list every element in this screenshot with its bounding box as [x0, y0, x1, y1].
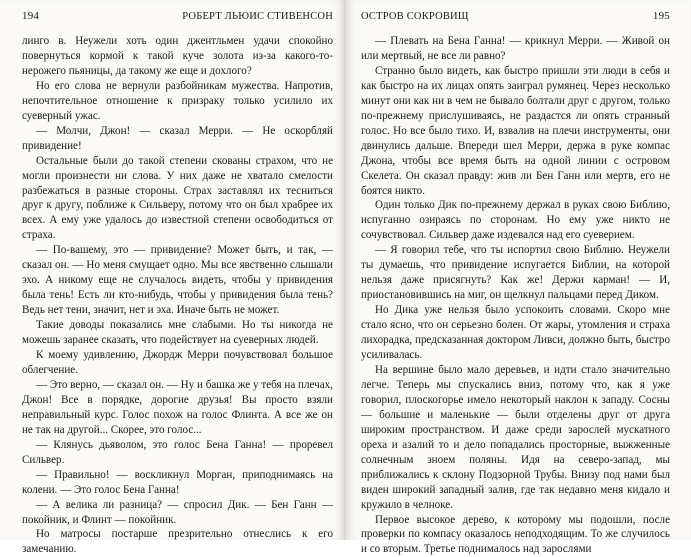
right-page-number: 195 [653, 10, 670, 22]
paragraph: На вершине было мало деревьев, и идти стало значительно легче. Теперь мы спускались вниз, потому что, как я уже говорил, плоскогорье имело некоторый наклон к западу. Сосны — большие и маленькие — были отделены друг от друга широким пространством. И даже среди зарослей мускатного ореха и азалий то и дело попадались просторные, выжженные солнечным зноем поляны. Идя на северо-запад, мы приближались к склону Подзорной Трубы. Внизу под нами был виден широкий западный залив, где так недавно меня кидало и кружило в челноке. [361, 363, 670, 513]
paragraph: — А велика ли разница? — спросил Дик. — Бен Ганн — покойник, и Флинт — покойник. [22, 498, 333, 528]
paragraph: — Клянусь дьяволом, это голос Бена Ганна! — проревел Сильвер. [22, 438, 333, 468]
paragraph: — Молчи, Джон! — сказал Мерри. — Не оскорбляй привидение! [22, 124, 333, 154]
paragraph: Странно было видеть, как быстро пришли эти люди в себя и как быстро на их лицах опять заиграл румянец. Через несколько минут они как ни в чем не бывало болтали друг с другом, только по-прежнему прислушиваясь, не раздастся ли опять странный голос. Но все было тихо. И, взвалив на плечи инструменты, они двинулись дальше. Впереди шел Мерри, держа в руке компас Джона, чтобы все время быть на одной линии с островом Скелета. Он сказал правду: жив ли Бен Ганн или мертв, его не боятся никто. [361, 64, 670, 199]
paragraph: Но его слова не вернули разбойникам мужества. Напротив, непочтительное отношение к призраку только усилило их суеверный ужас. [22, 79, 333, 124]
paragraph: Но матросы постарше презрительно отнеслись к его замечанию. [22, 527, 333, 557]
left-page [0, 0, 345, 540]
paragraph: Остальные были до такой степени скованы страхом, что не могли произнести ни слова. У них даже не хватало смелости разбежаться в разные стороны. Страх заставлял их тесниться друг к другу, поближе к Сильверу, потому что он был храбрее их всех. А ему уже удалось до известной степени освободиться от страха. [22, 154, 333, 244]
paragraph: — Я говорил тебе, что ты испортил свою Библию. Неужели ты думаешь, что привидение испугается Библии, на которой нельзя даже присягнуть? Как же! Держи карман! — И, приостановившись на миг, он щелкнул пальцами перед Диком. [361, 243, 670, 303]
left-page-text [22, 34, 333, 557]
paragraph: Такие доводы показались мне слабыми. Но ты никогда не можешь заранее сказать, что подействует на суеверных людей. [22, 318, 333, 348]
left-page-number: 194 [22, 10, 39, 22]
paragraph: — Плевать на Бена Ганна! — крикнул Мерри. — Живой он или мертвый, не все ли равно? [361, 34, 670, 64]
paragraph: — Это верно, — сказал он. — Ну и башка же у тебя на плечах, Джон! Все в порядке, дорогие друзья! Вы просто взяли неправильный курс. Голос похож на голос Флинта. А все же он не так на другой... Скорее, это голос... [22, 378, 333, 438]
right-page-text [361, 34, 670, 557]
right-running-head-title: ОСТРОВ СОКРОВИЩ [361, 11, 469, 22]
left-running-header [22, 10, 333, 22]
paragraph: Первое высокое дерево, к которому мы подошли, после проверки по компасу оказалось неподходящим. То же случилось и со вторым. Третье поднималось над зарослями [361, 513, 670, 557]
paragraph: Один только Дик по-прежнему держал в руках свою Библию, испуганно озираясь по сторонам. Но ему уже никто не сочувствовал. Сильвер даже издевался над его суеверием. [361, 198, 670, 243]
paragraph: — Правильно! — воскликнул Морган, приподнимаясь на колени. — Это голос Бена Ганна! [22, 468, 333, 498]
left-running-head-author: РОБЕРТ ЛЬЮИС СТИВЕНСОН [182, 11, 333, 22]
paragraph: К моему удивлению, Джордж Мерри почувствовал большое облегчение. [22, 348, 333, 378]
paragraph: линго в. Неужели хоть один джентльмен удачи спокойно повернуться кормой к такой куче золота из-за какого-то- нерожего пьяницы, да такому же еще и дохлого? [22, 34, 333, 79]
paragraph: — По-вашему, это — привидение? Может быть, и так, — сказал он. — Но меня смущает одно. Мы все явственно слышали эхо. А никому еще не случалось видеть, чтобы у привидения была тень! Есть ли кто-нибудь, чтобы у привидения была тень? Ведь нет тени, значит, нет и эха. Иначе быть не может. [22, 243, 333, 318]
right-running-header [361, 10, 670, 22]
right-page [345, 0, 690, 540]
paragraph: Но Дика уже нельзя было успокоить словами. Скоро мне стало ясно, что он серьезно болен. От жары, утомления и страха лихорадка, предсказанная доктором Ливси, должно быть, быстро усиливалась. [361, 303, 670, 363]
